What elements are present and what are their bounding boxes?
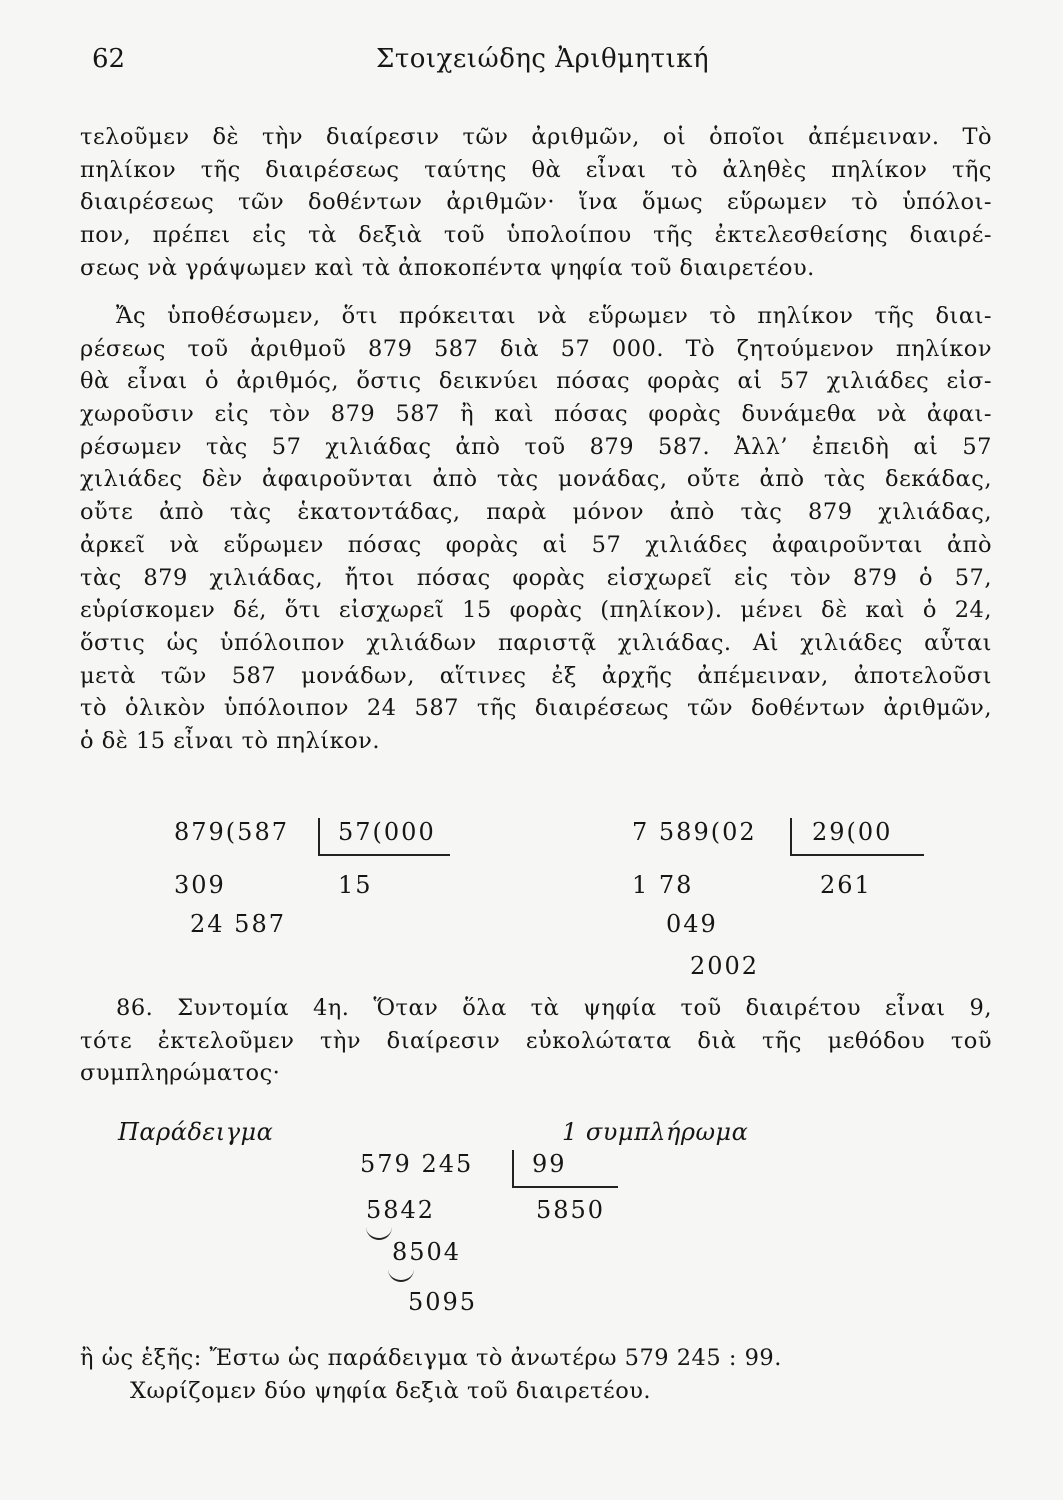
text-line: πηλίκον τῆς διαιρέσεως ταύτης θὰ εἶναι τὸ ἀληθὲς πηλίκον τῆς: [80, 156, 992, 183]
section-86: [80, 992, 992, 1090]
text-line: μετὰ τῶν 587 μονάδων, αἵτινες ἐξ ἀρχῆς ἀπέμειναν, ἀποτελοῦσι: [80, 662, 992, 689]
text-line: διαιρέσεως τῶν δοθέντων ἀριθμῶν· ἵνα ὅμως εὕρωμεν τὸ ὑπόλοι-: [80, 189, 992, 216]
text-line: τότε ἐκτελοῦμεν τὴν διαίρεσιν εὐκολώτατα διὰ τῆς μεθόδου τοῦ: [80, 1027, 992, 1054]
remainder: 24 587: [190, 910, 286, 938]
partial-remainder: 309: [174, 871, 226, 899]
quotient-rule: [512, 1186, 618, 1188]
paragraph-continuation: [80, 121, 992, 284]
division-bar: [512, 1150, 514, 1188]
text-line: σεως νὰ γράψωμεν καὶ τὰ ἀποκοπέντα ψηφία τοῦ διαιρετέου.: [80, 254, 815, 281]
text-line: ὁ δὲ 15 εἶναι τὸ πηλίκον.: [80, 727, 381, 754]
partial-remainder: 049: [666, 910, 718, 938]
text-line: χιλιάδες δὲν ἀφαιροῦνται ἀπὸ τὰς μονάδας, οὔτε ἀπὸ τὰς δεκάδας,: [80, 466, 992, 493]
example-label: Παράδειγμα: [118, 1118, 274, 1146]
divisor: 29(00: [812, 818, 893, 846]
division-bar: [318, 818, 320, 856]
text-line: ἀρκεῖ νὰ εὕρωμεν πόσας φορὰς αἱ 57 χιλιάδες ἀφαιροῦνται ἀπὸ: [80, 531, 992, 558]
text-line: εὑρίσκομεν δέ, ὅτι εἰσχωρεῖ 15 φορὰς (πηλίκον). μένει δὲ καὶ ὁ 24,: [80, 597, 992, 624]
quotient-rule: [318, 854, 450, 856]
step-row-2: 8504: [392, 1238, 462, 1266]
dividend: 7 589(02: [632, 818, 757, 846]
division-bar: [790, 818, 792, 856]
complement-label: 1 συμπλήρωμα: [562, 1118, 749, 1146]
text-line: συμπληρώματος·: [80, 1060, 281, 1087]
text-line: πον, πρέπει εἰς τὰ δεξιὰ τοῦ ὑπολοίπου τῆς ἐκτελεσθείσης διαιρέ-: [80, 222, 992, 249]
text-line: ρέσωμεν τὰς 57 χιλιάδας ἀπὸ τοῦ 879 587. Ἀλλ’ ἐπειδὴ αἱ 57: [80, 433, 992, 460]
step-row-3: 5095: [408, 1288, 478, 1316]
running-title: Στοιχειώδης Ἀριθμητική: [375, 44, 710, 74]
quotient: 5850: [536, 1196, 606, 1224]
page-header: [92, 44, 993, 84]
text-line: 86. Συντομία 4η. Ὅταν ὅλα τὰ ψηφία τοῦ διαιρέτου εἶναι 9,: [116, 995, 992, 1021]
quotient: 261: [820, 871, 872, 899]
carry-arc: [388, 1268, 414, 1282]
text-line: τὰς 879 χιλιάδας, ἤτοι πόσας φορὰς εἰσχωρεῖ εἰς τὸν 879 ὁ 57,: [80, 564, 992, 591]
quotient: 15: [338, 871, 373, 899]
text-line: Ἄς ὑποθέσωμεν, ὅτι πρόκειται νὰ εὕρωμεν τὸ πηλίκον τῆς διαι-: [116, 303, 992, 329]
text-line: Χωρίζομεν δύο ψηφία δεξιὰ τοῦ διαιρετέου.: [130, 1377, 652, 1404]
partial-remainder: 1 78: [632, 871, 694, 899]
step-row-1: 5842: [366, 1196, 436, 1224]
divisor: 99: [532, 1150, 567, 1178]
text-line: χωροῦσιν εἰς τὸν 879 587 ἢ καὶ πόσας φορὰς δυνάμεθα νὰ ἀφαι-: [80, 401, 992, 428]
divisor: 57(000: [338, 818, 436, 846]
dividend: 579 245: [360, 1150, 474, 1178]
remainder: 2002: [690, 952, 760, 980]
page-number: 62: [92, 44, 126, 74]
text-line: θὰ εἶναι ὁ ἀριθμός, ὅστις δεικνύει πόσας φορὰς αἱ 57 χιλιάδες εἰσ-: [80, 368, 992, 395]
text-line: τὸ ὁλικὸν ὑπόλοιπον 24 587 τῆς διαιρέσεως τῶν δοθέντων ἀριθμῶν,: [80, 695, 992, 722]
text-line: οὔτε ἀπὸ τὰς ἑκατοντάδας, παρὰ μόνον ἀπὸ τὰς 879 χιλιάδας,: [80, 499, 992, 526]
dividend: 879(587: [174, 818, 289, 846]
carry-arc: [366, 1226, 392, 1240]
quotient-rule: [790, 854, 924, 856]
text-line: τελοῦμεν δὲ τὴν διαίρεσιν τῶν ἀριθμῶν, οἱ ὁποῖοι ἀπέμειναν. Τὸ: [80, 124, 992, 150]
closing-text: [80, 1342, 992, 1407]
text-line: ρέσεως τοῦ ἀριθμοῦ 879 587 διὰ 57 000. Τὸ ζητούμενον πηλίκον: [80, 335, 992, 362]
text-line: ἢ ὡς ἑξῆς: Ἔστω ὡς παράδειγμα τὸ ἀνωτέρω 579 245 : 99.: [80, 1345, 782, 1371]
text-line: ὅστις ὡς ὑπόλοιπον χιλιάδων παριστᾷ χιλιάδας. Αἱ χιλιάδες αὗται: [80, 629, 992, 656]
paragraph-example-explanation: [80, 300, 992, 758]
